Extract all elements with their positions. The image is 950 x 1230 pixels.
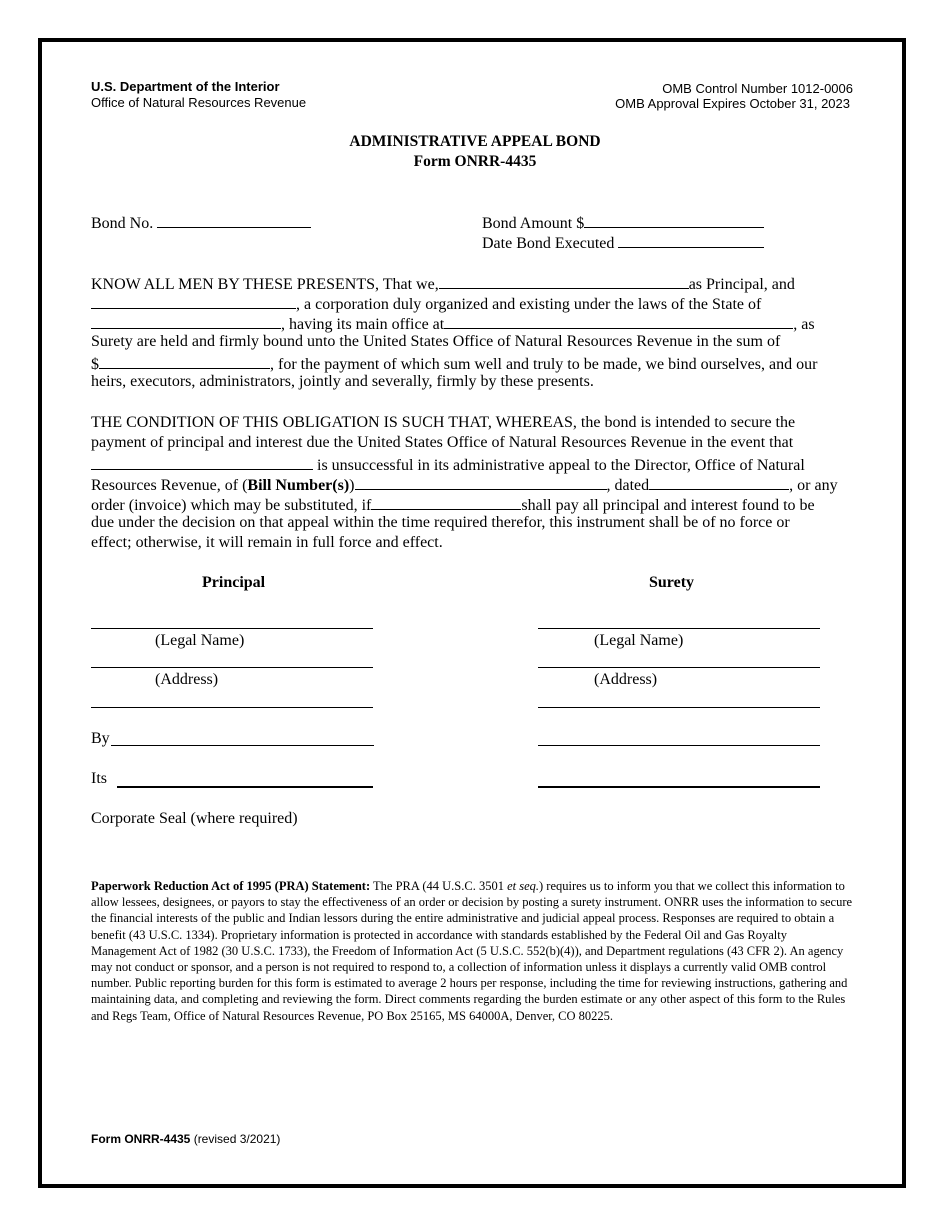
para1-text-c: , a corporation duly organized and existing under the laws of the State of <box>296 296 762 313</box>
appellant-input[interactable] <box>91 453 313 470</box>
date-executed-label: Date Bond Executed <box>482 235 615 252</box>
bond-no-input[interactable] <box>157 211 311 228</box>
bond-amount-input[interactable] <box>584 211 764 228</box>
surety-address-line[interactable] <box>538 667 820 668</box>
pra-text-1: The PRA (44 U.S.C. 3501 <box>370 879 508 893</box>
surety-address-label: (Address) <box>594 671 658 688</box>
pra-heading: Paperwork Reduction Act of 1995 (PRA) Statement: <box>91 879 371 893</box>
para2-text-e: , dated <box>606 477 650 494</box>
bond-no-field <box>91 211 311 234</box>
para2-text-c: is unsuccessful in its administrative appeal to the Director, Office of Natural <box>313 457 805 474</box>
para2-line6: due under the decision on that appeal within the time required therefor, this instrument shall be of no force or <box>91 514 790 531</box>
sum-amount-input[interactable] <box>99 352 270 369</box>
principal-heading: Principal <box>202 574 266 591</box>
date-executed-input[interactable] <box>618 231 764 248</box>
bond-no-label: Bond No. <box>91 215 154 232</box>
office-name: Office of Natural Resources Revenue <box>91 95 307 110</box>
footer-revision: (revised 3/2021) <box>190 1132 281 1146</box>
dated-input[interactable] <box>649 473 789 490</box>
para2-text-d2: ) <box>349 477 355 494</box>
pra-statement <box>91 878 853 1024</box>
main-office-input[interactable] <box>444 312 793 329</box>
para2-line7: effect; otherwise, it will remain in full force and effect. <box>91 534 443 551</box>
payor-input[interactable] <box>371 493 521 510</box>
para2-text-g: order (invoice) which may be substituted, if <box>91 497 372 514</box>
surety-address-line-2[interactable] <box>538 707 820 708</box>
principal-legal-name-label: (Legal Name) <box>155 632 245 649</box>
agency-name: U.S. Department of the Interior <box>91 79 280 94</box>
bill-number-input[interactable] <box>355 473 607 490</box>
pra-text-2: ) requires us to inform you that we collect this information to allow lessees, designees, or payors to stay the effectiveness of an order or decision by posting a surety instrument. ONRR uses the information to secure the financial interests of the public and Indian lessors during the entire administrative and judicial appeal process. Responses are required to obtain a benefit (43 U.S.C. 1334). Proprietary information is protected in accordance with standards established by the Federal Oil and Gas Royalty Management Act of 1982 (30 U.S.C. 1733), the Freedom of Information Act (5 U.S.C. 552(b)(4)), and Department regulations (43 CFR 2). An agency may not conduct or sponsor, and a person is not required to respond to, a collection of information unless it displays a currently valid OMB control number. Public reporting burden for this form is estimated to average 2 hours per response, including the time for reviewing instructions, gathering and maintaining data, and completing and reviewing the form. Direct comments regarding the burden estimate or any other aspect of this form to the Rules and Regs Team, Office of Natural Resources Revenue, PO Box 25165, MS 64000A, Denver, CO 80225. <box>91 879 853 1023</box>
bill-number-label: Bill Number(s) <box>247 477 350 494</box>
principal-by-line[interactable] <box>111 745 374 746</box>
surety-name-input[interactable] <box>91 292 296 309</box>
form-number: Form ONRR-4435 <box>413 153 537 170</box>
principal-by-label: By <box>91 730 110 747</box>
corporate-seal-label: Corporate Seal (where required) <box>91 810 298 827</box>
principal-its-label: Its <box>91 770 107 787</box>
para1-text-e: , as <box>793 316 815 333</box>
para1-line4: Surety are held and firmly bound unto the United States Office of Natural Resources Revenue in the sum of <box>91 333 781 350</box>
surety-its-line[interactable] <box>538 786 820 788</box>
para2-text-f: , or any <box>789 477 838 494</box>
para2-text-d: Resources Revenue, of ( <box>91 477 248 494</box>
para2-line1: THE CONDITION OF THIS OBLIGATION IS SUCH THAT, WHEREAS, the bond is intended to secure the <box>91 414 796 431</box>
para2-text-h: shall pay all principal and interest found to be <box>521 497 815 514</box>
principal-address-line-2[interactable] <box>91 707 373 708</box>
surety-by-line[interactable] <box>538 745 820 746</box>
form-footer <box>91 1132 280 1146</box>
para1-line6: heirs, executors, administrators, jointly and severally, firmly by these presents. <box>91 373 594 390</box>
principal-address-line[interactable] <box>91 667 373 668</box>
principal-its-line[interactable] <box>117 786 373 788</box>
footer-form-name: Form ONRR-4435 <box>91 1132 191 1146</box>
omb-expiration: OMB Approval Expires October 31, 2023 <box>615 96 850 111</box>
para1-text-a: KNOW ALL MEN BY THESE PRESENTS, That we, <box>91 276 439 293</box>
pra-et-seq: et seq. <box>507 879 540 893</box>
principal-address-label: (Address) <box>155 671 219 688</box>
principal-name-input[interactable] <box>439 272 689 289</box>
para1-text-h: , for the payment of which sum well and truly to be made, we bind ourselves, and our <box>270 356 818 373</box>
date-executed-field <box>482 231 764 254</box>
para1-text-d: , having its main office at <box>281 316 445 333</box>
dollar-sign: $ <box>91 356 99 373</box>
para1-text-b: as Principal, and <box>688 276 795 293</box>
state-input[interactable] <box>91 312 281 329</box>
form-title: ADMINISTRATIVE APPEAL BOND <box>349 133 601 150</box>
bond-amount-label: Bond Amount $ <box>482 215 585 232</box>
omb-control-number: OMB Control Number 1012-0006 <box>662 81 853 96</box>
surety-legal-name-line[interactable] <box>538 628 820 629</box>
principal-legal-name-line[interactable] <box>91 628 373 629</box>
para2-line2: payment of principal and interest due the United States Office of Natural Resources Revenue in the event that <box>91 434 794 451</box>
surety-legal-name-label: (Legal Name) <box>594 632 684 649</box>
surety-heading: Surety <box>649 574 695 591</box>
